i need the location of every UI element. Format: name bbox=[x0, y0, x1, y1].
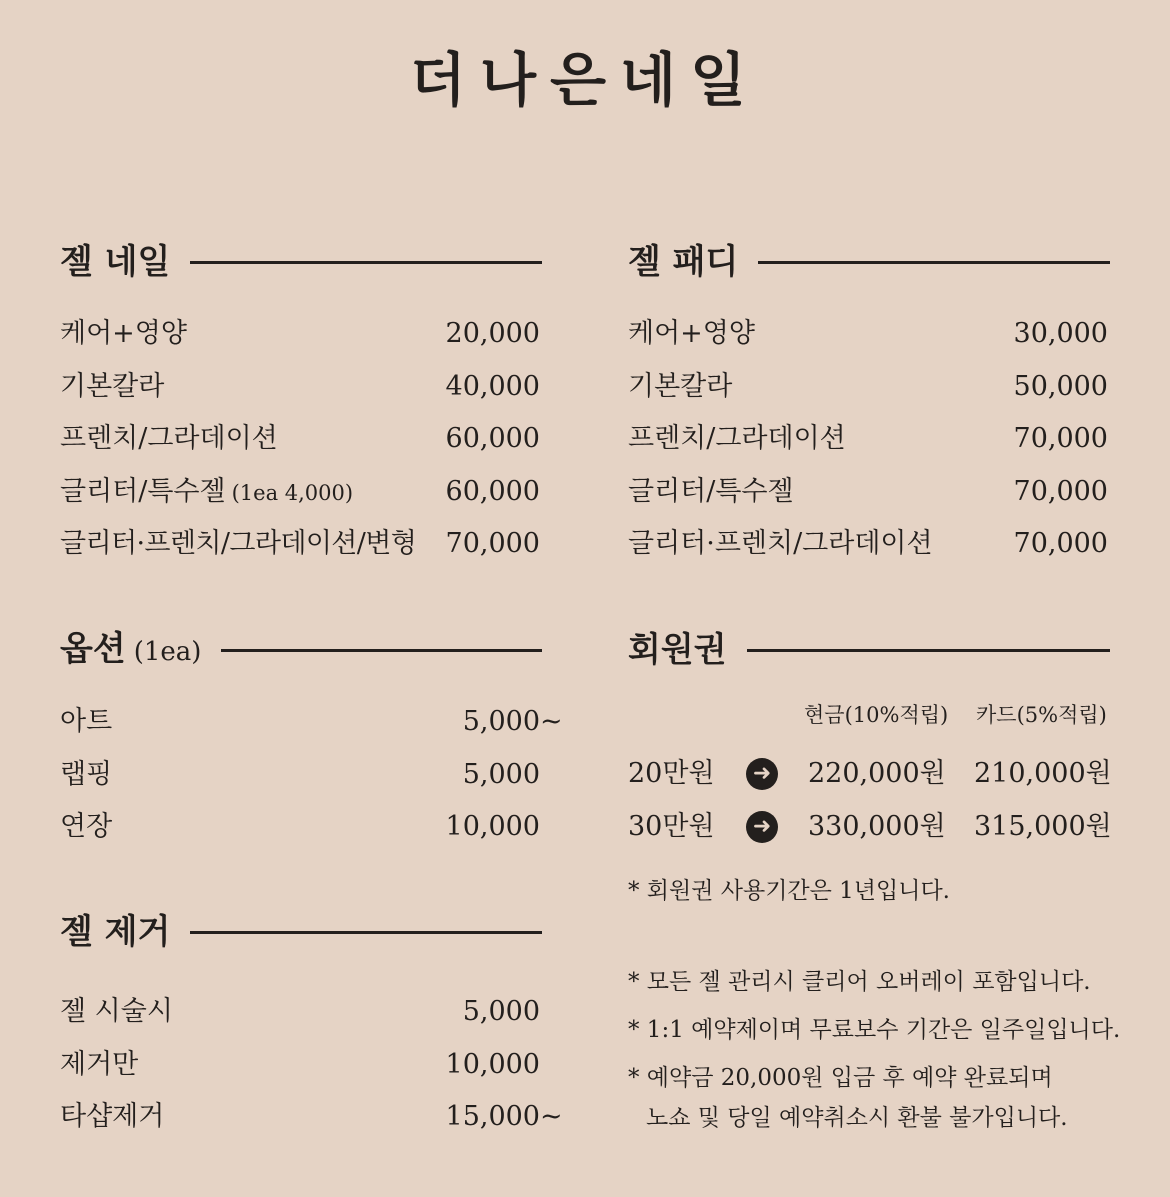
divider bbox=[190, 931, 542, 934]
note-line: * 모든 젤 관리시 클리어 오버레이 포함입니다. bbox=[628, 969, 1091, 995]
gel-nail-item bbox=[60, 472, 540, 513]
membership-card: 210,000원 bbox=[974, 758, 1112, 789]
item-name: 글리터/특수젤 bbox=[628, 476, 794, 507]
item-name: 아트 bbox=[60, 706, 113, 737]
note-line: * 1:1 예약제이며 무료보수 기간은 일주일입니다. bbox=[628, 1017, 1121, 1043]
page-title: 더나은네일 bbox=[409, 46, 761, 114]
item-name: 기본칼라 bbox=[60, 371, 165, 402]
divider bbox=[747, 649, 1110, 652]
item-name: 케어+영양 bbox=[628, 318, 755, 349]
note-line: 노쇼 및 당일 예약취소시 환불 불가입니다. bbox=[646, 1105, 1068, 1131]
divider bbox=[221, 649, 542, 652]
item-price-group bbox=[446, 1045, 562, 1085]
gel-nail-title: 젤 네일 bbox=[60, 242, 171, 282]
item-price: 50,000 bbox=[1013, 371, 1108, 402]
item-name: 타샵제거 bbox=[60, 1101, 165, 1132]
note-line: * 예약금 20,000원 입금 후 예약 완료되며 bbox=[628, 1065, 1053, 1091]
arrow-right-icon: ➜ bbox=[746, 758, 778, 790]
membership-cash: 220,000원 bbox=[808, 758, 946, 789]
removal-title: 젤 제거 bbox=[60, 912, 171, 952]
gel-pedi-heading bbox=[628, 240, 1110, 284]
removal-item bbox=[60, 1045, 562, 1085]
gel-pedi-item bbox=[628, 472, 1108, 512]
col-cash-header: 현금(10%적립) bbox=[804, 703, 949, 727]
item-price: 10,000 bbox=[445, 811, 540, 842]
item-name: 글리터·프렌치/그라데이션/변형 bbox=[60, 528, 417, 559]
item-name-text: 글리터/특수젤 bbox=[60, 476, 226, 507]
item-name: 연장 bbox=[60, 811, 113, 842]
gel-pedi-item bbox=[628, 419, 1108, 459]
membership-label: 30만원 bbox=[628, 811, 715, 842]
item-price: 70,000 bbox=[1013, 528, 1108, 559]
item-name: 프렌치/그라데이션 bbox=[628, 423, 846, 454]
item-name: 랩핑 bbox=[60, 759, 113, 790]
options-heading bbox=[60, 628, 542, 672]
item-price: 5,000 bbox=[462, 759, 540, 790]
item-price: 70,000 bbox=[1013, 476, 1108, 507]
item-price-group bbox=[463, 992, 562, 1032]
item-price-group bbox=[446, 1097, 562, 1137]
item-price: 60,000 bbox=[445, 423, 540, 454]
membership-cash: 330,000원 bbox=[808, 811, 946, 842]
gel-pedi-item bbox=[628, 314, 1108, 354]
removal-heading bbox=[60, 910, 542, 954]
divider bbox=[190, 261, 542, 264]
options-title bbox=[60, 627, 201, 674]
gel-pedi-item bbox=[628, 524, 1108, 564]
options-title-sub: (1ea) bbox=[133, 636, 202, 667]
item-name bbox=[60, 472, 353, 513]
membership-card: 315,000원 bbox=[974, 811, 1112, 842]
item-price: 70,000 bbox=[1013, 423, 1108, 454]
gel-nail-item bbox=[60, 524, 540, 564]
item-name: 프렌치/그라데이션 bbox=[60, 423, 278, 454]
item-name: 제거만 bbox=[60, 1049, 139, 1080]
gel-pedi-title: 젤 패디 bbox=[628, 242, 739, 282]
item-name: 기본칼라 bbox=[628, 371, 733, 402]
item-name: 젤 시술시 bbox=[60, 996, 173, 1027]
membership-validity-note: * 회원권 사용기간은 1년입니다. bbox=[628, 878, 950, 904]
item-note: (1ea 4,000) bbox=[231, 481, 354, 505]
gel-nail-item bbox=[60, 367, 540, 407]
item-price: 60,000 bbox=[445, 476, 540, 507]
removal-item bbox=[60, 1097, 562, 1137]
item-price-group bbox=[463, 702, 562, 742]
membership-heading bbox=[628, 628, 1110, 672]
item-price: 40,000 bbox=[445, 371, 540, 402]
item-price: 15,000 bbox=[445, 1101, 540, 1132]
item-name: 글리터·프렌치/그라데이션 bbox=[628, 528, 933, 559]
gel-nail-item bbox=[60, 314, 540, 354]
membership-title: 회원권 bbox=[628, 630, 727, 670]
item-price: 20,000 bbox=[445, 318, 540, 349]
removal-item bbox=[60, 992, 562, 1032]
item-price: 10,000 bbox=[445, 1049, 540, 1080]
membership-row bbox=[0, 754, 1170, 794]
item-price: 5,000 bbox=[462, 996, 540, 1027]
membership-row bbox=[0, 807, 1170, 847]
price-suffix: ~ bbox=[540, 1101, 563, 1132]
col-card-header: 카드(5%적립) bbox=[976, 703, 1107, 727]
item-price: 30,000 bbox=[1013, 318, 1108, 349]
arrow-right-icon: ➜ bbox=[746, 811, 778, 843]
gel-pedi-item bbox=[628, 367, 1108, 407]
gel-nail-item bbox=[60, 419, 540, 459]
gel-nail-heading bbox=[60, 240, 542, 284]
divider bbox=[758, 261, 1110, 264]
item-name: 케어+영양 bbox=[60, 318, 187, 349]
item-price: 70,000 bbox=[445, 528, 540, 559]
option-item bbox=[60, 702, 562, 742]
membership-label: 20만원 bbox=[628, 758, 715, 789]
price-suffix: ~ bbox=[540, 706, 563, 737]
item-price: 5,000 bbox=[462, 706, 540, 737]
options-title-text: 옵션 bbox=[60, 628, 126, 669]
